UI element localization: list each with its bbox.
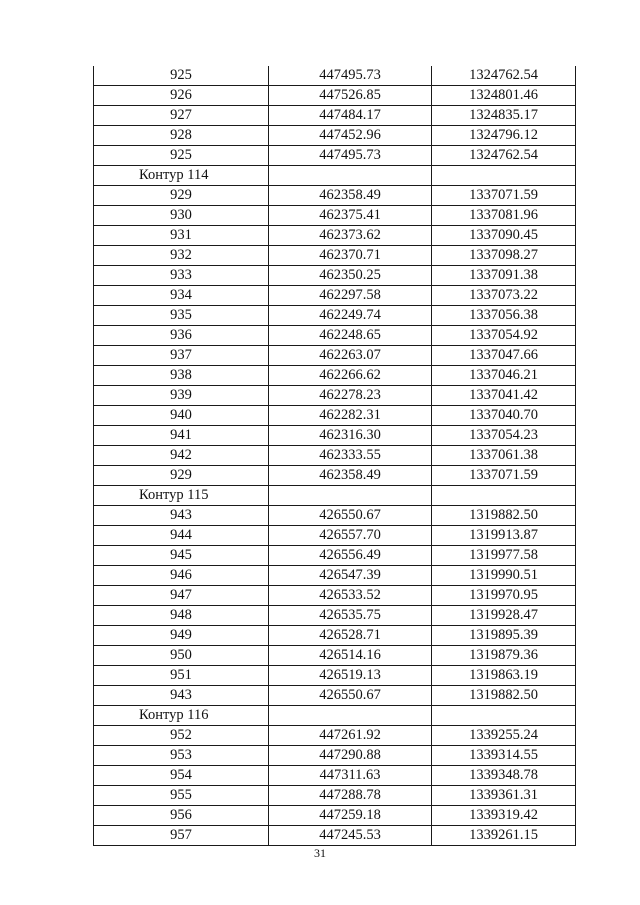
table-row xyxy=(94,386,576,406)
x-coordinate-cell: 426550.67 xyxy=(269,506,432,526)
y-coordinate-cell: 1337090.45 xyxy=(432,226,576,246)
table-row xyxy=(94,306,576,326)
x-coordinate-cell: 447259.18 xyxy=(269,806,432,826)
x-coordinate-cell: 447311.63 xyxy=(269,766,432,786)
x-coordinate-cell: 426557.70 xyxy=(269,526,432,546)
x-coordinate-cell: 462282.31 xyxy=(269,406,432,426)
y-coordinate-cell: 1324801.46 xyxy=(432,86,576,106)
point-number-cell: 929 xyxy=(94,466,269,486)
table-row xyxy=(94,766,576,786)
y-coordinate-cell: 1337071.59 xyxy=(432,466,576,486)
y-coordinate-cell: 1319882.50 xyxy=(432,506,576,526)
point-number-cell: 932 xyxy=(94,246,269,266)
point-number-cell: 956 xyxy=(94,806,269,826)
table-row xyxy=(94,506,576,526)
x-coordinate-cell: 447526.85 xyxy=(269,86,432,106)
y-coordinate-cell: 1337071.59 xyxy=(432,186,576,206)
table-row xyxy=(94,686,576,706)
table-row xyxy=(94,326,576,346)
table-row xyxy=(94,286,576,306)
x-coordinate-cell: 426519.13 xyxy=(269,666,432,686)
y-coordinate-cell: 1337073.22 xyxy=(432,286,576,306)
x-coordinate-cell: 447495.73 xyxy=(269,66,432,86)
y-coordinate-cell: 1319879.36 xyxy=(432,646,576,666)
point-number-cell: 943 xyxy=(94,506,269,526)
y-coordinate-cell: 1339348.78 xyxy=(432,766,576,786)
point-number-cell: 934 xyxy=(94,286,269,306)
table-row xyxy=(94,186,576,206)
point-number-cell: 930 xyxy=(94,206,269,226)
table-row xyxy=(94,226,576,246)
empty-cell xyxy=(269,706,432,726)
x-coordinate-cell: 426528.71 xyxy=(269,626,432,646)
table-row xyxy=(94,646,576,666)
x-coordinate-cell: 447495.73 xyxy=(269,146,432,166)
point-number-cell: 941 xyxy=(94,426,269,446)
point-number-cell: 947 xyxy=(94,586,269,606)
table-row xyxy=(94,546,576,566)
x-coordinate-cell: 447261.92 xyxy=(269,726,432,746)
table-row xyxy=(94,246,576,266)
table-row xyxy=(94,626,576,646)
x-coordinate-cell: 462278.23 xyxy=(269,386,432,406)
point-number-cell: 954 xyxy=(94,766,269,786)
x-coordinate-cell: 462248.65 xyxy=(269,326,432,346)
y-coordinate-cell: 1339319.42 xyxy=(432,806,576,826)
point-number-cell: 928 xyxy=(94,126,269,146)
point-number-cell: 953 xyxy=(94,746,269,766)
empty-cell xyxy=(432,486,576,506)
y-coordinate-cell: 1324835.17 xyxy=(432,106,576,126)
point-number-cell: 942 xyxy=(94,446,269,466)
contour-header-row xyxy=(94,166,576,186)
x-coordinate-cell: 462249.74 xyxy=(269,306,432,326)
table-row xyxy=(94,426,576,446)
point-number-cell: 955 xyxy=(94,786,269,806)
coordinates-table-body xyxy=(94,66,576,846)
x-coordinate-cell: 462350.25 xyxy=(269,266,432,286)
contour-label: Контур 114 xyxy=(94,166,269,186)
contour-label: Контур 115 xyxy=(94,486,269,506)
y-coordinate-cell: 1339255.24 xyxy=(432,726,576,746)
x-coordinate-cell: 447245.53 xyxy=(269,826,432,846)
point-number-cell: 940 xyxy=(94,406,269,426)
page-number: 31 xyxy=(314,846,326,860)
y-coordinate-cell: 1324762.54 xyxy=(432,146,576,166)
x-coordinate-cell: 462316.30 xyxy=(269,426,432,446)
point-number-cell: 957 xyxy=(94,826,269,846)
point-number-cell: 948 xyxy=(94,606,269,626)
contour-header-row xyxy=(94,486,576,506)
y-coordinate-cell: 1319895.39 xyxy=(432,626,576,646)
y-coordinate-cell: 1337091.38 xyxy=(432,266,576,286)
y-coordinate-cell: 1319863.19 xyxy=(432,666,576,686)
y-coordinate-cell: 1337054.92 xyxy=(432,326,576,346)
x-coordinate-cell: 462358.49 xyxy=(269,466,432,486)
y-coordinate-cell: 1337047.66 xyxy=(432,346,576,366)
y-coordinate-cell: 1337056.38 xyxy=(432,306,576,326)
x-coordinate-cell: 426514.16 xyxy=(269,646,432,666)
table-row xyxy=(94,526,576,546)
x-coordinate-cell: 462333.55 xyxy=(269,446,432,466)
point-number-cell: 952 xyxy=(94,726,269,746)
table-row xyxy=(94,206,576,226)
table-row xyxy=(94,86,576,106)
y-coordinate-cell: 1337081.96 xyxy=(432,206,576,226)
point-number-cell: 944 xyxy=(94,526,269,546)
y-coordinate-cell: 1337054.23 xyxy=(432,426,576,446)
empty-cell xyxy=(432,166,576,186)
y-coordinate-cell: 1324762.54 xyxy=(432,66,576,86)
y-coordinate-cell: 1339261.15 xyxy=(432,826,576,846)
table-row xyxy=(94,406,576,426)
contour-label: Контур 116 xyxy=(94,706,269,726)
empty-cell xyxy=(432,706,576,726)
point-number-cell: 929 xyxy=(94,186,269,206)
point-number-cell: 945 xyxy=(94,546,269,566)
table-row xyxy=(94,826,576,846)
point-number-cell: 946 xyxy=(94,566,269,586)
table-row xyxy=(94,266,576,286)
coordinates-table xyxy=(93,66,576,846)
point-number-cell: 926 xyxy=(94,86,269,106)
y-coordinate-cell: 1319977.58 xyxy=(432,546,576,566)
y-coordinate-cell: 1319970.95 xyxy=(432,586,576,606)
x-coordinate-cell: 462370.71 xyxy=(269,246,432,266)
point-number-cell: 936 xyxy=(94,326,269,346)
y-coordinate-cell: 1337046.21 xyxy=(432,366,576,386)
table-row xyxy=(94,806,576,826)
point-number-cell: 931 xyxy=(94,226,269,246)
table-row xyxy=(94,146,576,166)
y-coordinate-cell: 1319913.87 xyxy=(432,526,576,546)
x-coordinate-cell: 447484.17 xyxy=(269,106,432,126)
y-coordinate-cell: 1337040.70 xyxy=(432,406,576,426)
table-row xyxy=(94,786,576,806)
x-coordinate-cell: 447290.88 xyxy=(269,746,432,766)
empty-cell xyxy=(269,486,432,506)
x-coordinate-cell: 462266.62 xyxy=(269,366,432,386)
x-coordinate-cell: 462297.58 xyxy=(269,286,432,306)
point-number-cell: 938 xyxy=(94,366,269,386)
y-coordinate-cell: 1319928.47 xyxy=(432,606,576,626)
table-row xyxy=(94,106,576,126)
table-row xyxy=(94,726,576,746)
x-coordinate-cell: 447288.78 xyxy=(269,786,432,806)
x-coordinate-cell: 426547.39 xyxy=(269,566,432,586)
table-row xyxy=(94,366,576,386)
x-coordinate-cell: 462358.49 xyxy=(269,186,432,206)
y-coordinate-cell: 1339361.31 xyxy=(432,786,576,806)
y-coordinate-cell: 1319882.50 xyxy=(432,686,576,706)
x-coordinate-cell: 426550.67 xyxy=(269,686,432,706)
table-row xyxy=(94,746,576,766)
point-number-cell: 935 xyxy=(94,306,269,326)
point-number-cell: 951 xyxy=(94,666,269,686)
y-coordinate-cell: 1337098.27 xyxy=(432,246,576,266)
y-coordinate-cell: 1339314.55 xyxy=(432,746,576,766)
y-coordinate-cell: 1324796.12 xyxy=(432,126,576,146)
point-number-cell: 925 xyxy=(94,146,269,166)
table-row xyxy=(94,126,576,146)
point-number-cell: 949 xyxy=(94,626,269,646)
empty-cell xyxy=(269,166,432,186)
y-coordinate-cell: 1337061.38 xyxy=(432,446,576,466)
x-coordinate-cell: 462373.62 xyxy=(269,226,432,246)
point-number-cell: 950 xyxy=(94,646,269,666)
table-row xyxy=(94,606,576,626)
table-row xyxy=(94,586,576,606)
x-coordinate-cell: 462263.07 xyxy=(269,346,432,366)
table-row xyxy=(94,66,576,86)
table-row xyxy=(94,566,576,586)
table-row xyxy=(94,466,576,486)
table-row xyxy=(94,346,576,366)
x-coordinate-cell: 426535.75 xyxy=(269,606,432,626)
point-number-cell: 927 xyxy=(94,106,269,126)
table-row xyxy=(94,446,576,466)
point-number-cell: 943 xyxy=(94,686,269,706)
x-coordinate-cell: 447452.96 xyxy=(269,126,432,146)
x-coordinate-cell: 426556.49 xyxy=(269,546,432,566)
y-coordinate-cell: 1319990.51 xyxy=(432,566,576,586)
point-number-cell: 933 xyxy=(94,266,269,286)
x-coordinate-cell: 426533.52 xyxy=(269,586,432,606)
contour-header-row xyxy=(94,706,576,726)
x-coordinate-cell: 462375.41 xyxy=(269,206,432,226)
point-number-cell: 939 xyxy=(94,386,269,406)
table-row xyxy=(94,666,576,686)
point-number-cell: 937 xyxy=(94,346,269,366)
y-coordinate-cell: 1337041.42 xyxy=(432,386,576,406)
point-number-cell: 925 xyxy=(94,66,269,86)
